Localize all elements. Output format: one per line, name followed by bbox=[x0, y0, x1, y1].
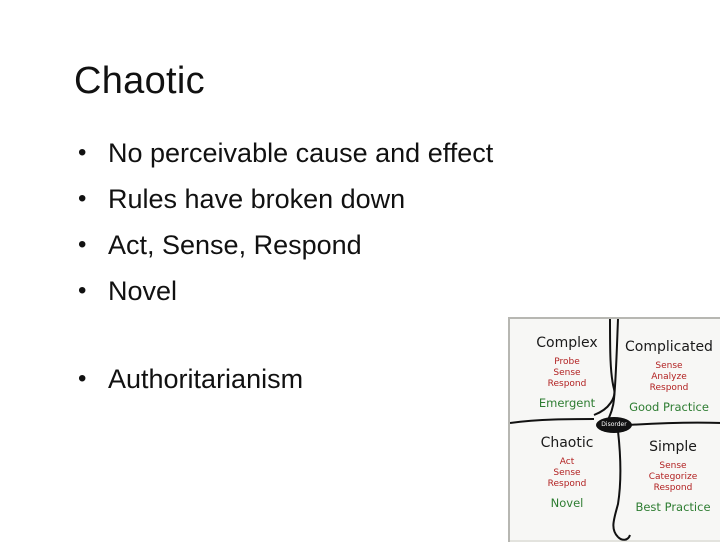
complicated-verb: Analyze bbox=[651, 372, 687, 382]
complex-practice: Emergent bbox=[538, 396, 596, 410]
chaotic-title: Chaotic bbox=[540, 435, 594, 451]
chaotic-verb: Respond bbox=[547, 479, 587, 489]
bullet-item bbox=[78, 356, 303, 402]
cliff-line bbox=[618, 535, 630, 540]
slide-title: Chaotic bbox=[74, 60, 205, 102]
simple-verb: Respond bbox=[653, 483, 693, 493]
complicated-title: Complicated bbox=[625, 339, 713, 355]
quadrant-complex bbox=[532, 335, 602, 410]
bullet-list-secondary bbox=[78, 356, 303, 402]
bullet-list bbox=[78, 130, 493, 314]
simple-title: Simple bbox=[649, 439, 697, 455]
chaotic-verb: Sense bbox=[553, 468, 581, 478]
bullet-text: Authoritarianism bbox=[108, 364, 304, 394]
simple-practice: Best Practice bbox=[635, 500, 711, 514]
bullet-text: No perceivable cause and effect bbox=[108, 138, 494, 168]
cynefin-diagram bbox=[508, 317, 720, 542]
quadrant-chaotic bbox=[532, 435, 602, 510]
bullet-marker: • bbox=[78, 231, 87, 258]
simple-verb: Categorize bbox=[648, 472, 698, 482]
complicated-practice: Good Practice bbox=[629, 400, 709, 414]
bullet-marker: • bbox=[78, 277, 87, 304]
chaotic-practice: Novel bbox=[550, 496, 584, 510]
complex-title: Complex bbox=[536, 335, 598, 351]
boundary-line bbox=[613, 431, 620, 537]
bullet-marker: • bbox=[78, 185, 87, 212]
boundary-line bbox=[628, 423, 720, 425]
complex-verb: Probe bbox=[554, 357, 580, 367]
disorder-label: Disorder bbox=[601, 421, 627, 428]
boundary-line bbox=[510, 419, 594, 423]
quadrant-simple bbox=[628, 439, 718, 514]
bullet-item bbox=[78, 222, 493, 268]
bullet-text: Novel bbox=[108, 276, 178, 306]
bullet-text: Act, Sense, Respond bbox=[108, 230, 362, 260]
complex-verb: Sense bbox=[553, 368, 581, 378]
quadrant-complicated bbox=[620, 339, 718, 414]
chaotic-verb: Act bbox=[559, 457, 575, 467]
complicated-verb: Respond bbox=[649, 383, 689, 393]
bullet-marker: • bbox=[78, 365, 87, 392]
simple-verb: Sense bbox=[659, 461, 687, 471]
bullet-item bbox=[78, 176, 493, 222]
complicated-verb: Sense bbox=[655, 361, 683, 371]
bullet-marker: • bbox=[78, 139, 87, 166]
bullet-text: Rules have broken down bbox=[108, 184, 406, 214]
bullet-item bbox=[78, 268, 493, 314]
bullet-item bbox=[78, 130, 493, 176]
complex-verb: Respond bbox=[547, 379, 587, 389]
